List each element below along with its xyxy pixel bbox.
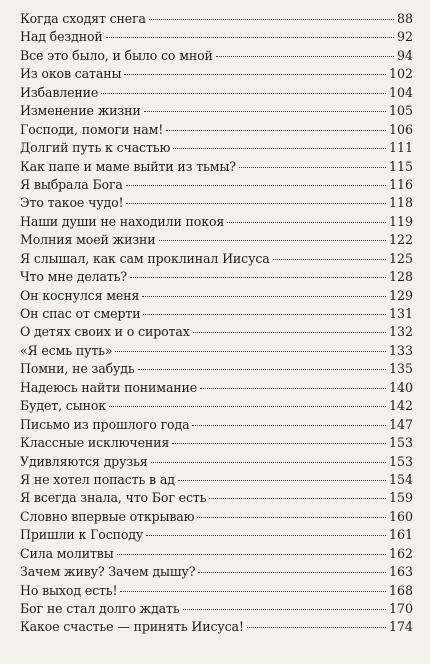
toc-entry-page: 118 <box>388 195 413 211</box>
dot-leader <box>227 222 386 223</box>
toc-entry <box>20 177 413 195</box>
toc-entry <box>20 214 413 232</box>
toc-entry <box>20 195 413 213</box>
toc-entry <box>20 398 413 416</box>
toc-entry <box>20 324 413 342</box>
toc-entry-title: Я слышал, как сам проклинал Иисуса <box>20 250 270 266</box>
toc-entry-page: 125 <box>388 250 413 266</box>
toc-entry <box>20 48 413 66</box>
dot-leader <box>146 535 386 536</box>
toc-entry <box>20 417 413 435</box>
toc-entry-page: 102 <box>388 66 413 82</box>
toc-entry-title: Все это было, и было со мной <box>20 47 213 63</box>
toc-entry-title: «Я есмь путь» <box>20 342 113 358</box>
dot-leader <box>247 627 386 628</box>
toc-entry-title: Зачем живу? Зачем дышу? <box>20 564 196 580</box>
dot-leader <box>216 56 394 57</box>
toc-entry-page: 128 <box>388 269 413 285</box>
dot-leader <box>193 332 386 333</box>
toc-entry <box>20 232 413 250</box>
toc-entry <box>20 11 413 29</box>
toc-entry <box>20 509 413 527</box>
toc-entry <box>20 435 413 453</box>
toc-entry <box>20 490 413 508</box>
dot-leader <box>198 572 386 573</box>
toc-entry-page: 174 <box>388 619 413 635</box>
toc-entry-title: Надеюсь найти понимание <box>20 379 198 395</box>
toc-entry-title: Господи, помоги нам! <box>20 121 164 137</box>
toc-entry-page: 116 <box>388 176 413 192</box>
toc-entry <box>20 472 413 490</box>
toc-entry-page: 168 <box>388 582 413 598</box>
toc-entry-page: 170 <box>388 601 413 616</box>
toc-entry-title: Из оков сатаны <box>20 66 122 82</box>
dot-leader <box>173 148 386 149</box>
toc-entry-title: Что мне делать? <box>20 269 127 285</box>
dot-leader <box>144 111 386 112</box>
toc-entry-title: Я выбрала Бога <box>20 176 123 192</box>
toc-entry <box>20 527 413 545</box>
dot-leader <box>126 185 386 186</box>
toc-entry-title: Помни, не забудь <box>20 361 135 377</box>
toc-entry-title: Я не хотел попасть в ад <box>20 471 175 487</box>
toc-entry <box>20 583 413 601</box>
toc-entry-page: 163 <box>388 564 413 580</box>
toc-entry-page: 160 <box>388 508 413 524</box>
toc-entry <box>20 288 413 306</box>
toc-entry-title: Избавление <box>20 84 99 100</box>
toc-entry-page: 94 <box>396 47 413 63</box>
toc-entry-page: 133 <box>388 342 413 358</box>
toc-entry-page: 129 <box>388 287 413 303</box>
dot-leader <box>143 314 385 315</box>
dot-leader <box>151 462 386 463</box>
toc-entry-title: Пришли к Господу <box>20 527 144 543</box>
toc-entry-page: 119 <box>388 213 413 229</box>
dot-leader <box>178 480 386 481</box>
toc-entry-title: Он спас от смерти <box>20 306 141 321</box>
dot-leader <box>200 388 386 389</box>
dot-leader <box>117 554 386 555</box>
dot-leader <box>209 498 386 499</box>
dot-leader <box>124 74 386 75</box>
toc-entry-page: 115 <box>388 158 413 174</box>
toc-entry-page: 153 <box>388 435 413 451</box>
dot-leader <box>106 37 394 38</box>
dot-leader <box>273 259 386 260</box>
toc-entry-page: 161 <box>388 527 413 543</box>
toc-entry-title: Сила молитвы <box>20 545 114 561</box>
dot-leader <box>126 203 385 204</box>
toc-entry-title: Как папе и маме выйти из тьмы? <box>20 158 236 174</box>
toc-entry-title: Какое счастье — принять Иисуса! <box>20 619 244 635</box>
toc-entry <box>20 66 413 84</box>
dot-leader <box>192 425 386 426</box>
toc-entry <box>20 361 413 379</box>
toc-entry <box>20 454 413 472</box>
dot-leader <box>101 93 386 94</box>
toc-entry-title: О детях своих и о сиротах <box>20 324 190 340</box>
toc-entry-title: Когда сходят снега <box>20 11 146 26</box>
toc-entry <box>20 306 413 324</box>
dot-leader <box>197 517 385 518</box>
dot-leader <box>166 130 386 131</box>
toc-entry-page: 147 <box>388 416 413 432</box>
toc-entry-page: 135 <box>388 361 413 377</box>
toc-entry-title: Он коснулся меня <box>20 287 140 303</box>
toc-entry-page: 154 <box>388 471 413 487</box>
toc-entry <box>20 564 413 582</box>
toc-entry <box>20 269 413 287</box>
dot-leader <box>149 19 394 20</box>
dot-leader <box>109 406 386 407</box>
toc-entry-page: 153 <box>388 453 413 469</box>
toc-entry-page: 105 <box>388 103 413 119</box>
toc-entry-title: Молния моей жизни <box>20 232 156 248</box>
toc-entry-title: Бог не стал долго ждать <box>20 601 180 616</box>
toc-entry <box>20 619 413 637</box>
dot-leader <box>138 369 386 370</box>
toc-entry-title: Будет, сынок <box>20 398 106 414</box>
dot-leader <box>115 351 386 352</box>
toc-entry-page: 111 <box>388 140 413 156</box>
toc-entry-page: 131 <box>388 306 413 321</box>
toc-entry <box>20 122 413 140</box>
toc-entry <box>20 85 413 103</box>
dot-leader <box>183 609 386 610</box>
toc-entry <box>20 380 413 398</box>
toc-entry-page: 122 <box>388 232 413 248</box>
toc-entry-title: Словно впервые открываю <box>20 508 195 524</box>
toc-entry-page: 162 <box>388 545 413 561</box>
toc-entry-page: 140 <box>388 379 413 395</box>
toc-entry <box>20 251 413 269</box>
dot-leader <box>142 296 386 297</box>
toc-entry <box>20 546 413 564</box>
toc-entry-page: 88 <box>396 11 413 26</box>
toc-entry-title: Удивляются друзья <box>20 453 148 469</box>
toc-entry <box>20 601 413 619</box>
toc-entry <box>20 159 413 177</box>
toc-entry <box>20 29 413 47</box>
dot-leader <box>172 443 386 444</box>
toc-entry-title: Наши души не находили покоя <box>20 213 225 229</box>
toc-entry-title: Но выход есть! <box>20 582 118 598</box>
toc-entry-page: 142 <box>388 398 413 414</box>
toc-entry-title: Над бездной <box>20 29 103 45</box>
toc-entry-title: Я всегда знала, что Бог есть <box>20 490 207 506</box>
toc-entry-page: 132 <box>388 324 413 340</box>
table-of-contents <box>20 11 413 638</box>
toc-entry-title: Изменение жизни <box>20 103 141 119</box>
dot-leader <box>159 240 386 241</box>
toc-entry-title: Классные исключения <box>20 435 170 451</box>
toc-entry <box>20 103 413 121</box>
dot-leader <box>120 591 386 592</box>
toc-entry <box>20 140 413 158</box>
toc-entry-title: Долгий путь к счастью <box>20 140 171 156</box>
toc-entry-page: 104 <box>388 84 413 100</box>
toc-entry-title: Это такое чудо! <box>20 195 124 211</box>
toc-entry-page: 92 <box>396 29 413 45</box>
dot-leader <box>130 277 386 278</box>
toc-entry-page: 159 <box>388 490 413 506</box>
toc-entry <box>20 343 413 361</box>
toc-entry-title: Письмо из прошлого года <box>20 416 190 432</box>
toc-entry-page: 106 <box>388 121 413 137</box>
dot-leader <box>239 167 386 168</box>
